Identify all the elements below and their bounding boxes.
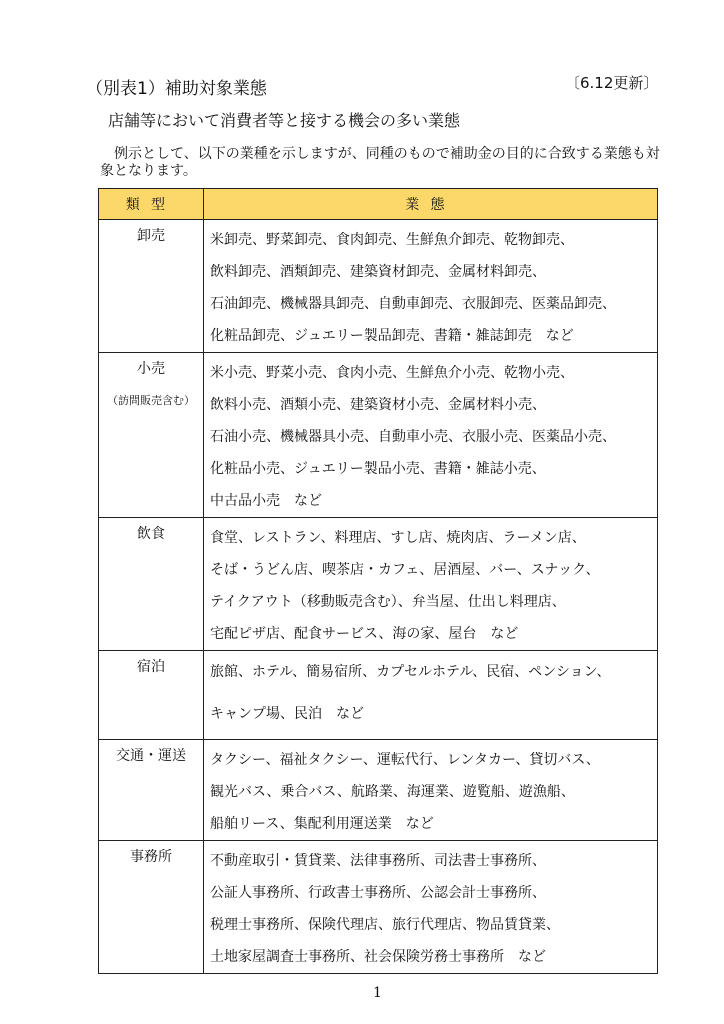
business-line: 船舶リース、集配利用運送業 など: [210, 816, 434, 832]
business-line: 石油小売、機械器具小売、自動車小売、衣服小売、医薬品小売、: [210, 429, 616, 445]
table-row: [99, 740, 658, 841]
type-cell: [99, 841, 204, 974]
type-cell: [99, 353, 204, 518]
business-line: 飲料卸売、酒類卸売、建築資材卸売、金属材料卸売、: [210, 264, 546, 280]
business-line: キャンプ場、民泊 など: [210, 706, 364, 722]
business-line: 公証人事務所、行政書士事務所、公認会計士事務所、: [210, 885, 546, 901]
business-line: 飲料小売、酒類小売、建築資材小売、金属材料小売、: [210, 397, 546, 413]
business-cell: [204, 740, 658, 841]
business-cell: [204, 220, 658, 353]
intro-paragraph: 例示として、以下の業種を示しますが、同種のもので補助金の目的に合致する業態も対象となります。: [100, 146, 660, 179]
table-row: [99, 651, 658, 740]
page-number: 1: [373, 985, 382, 1001]
business-line: テイクアウト（移動販売含む）、弁当屋、仕出し料理店、: [210, 594, 566, 610]
business-line: 旅館、ホテル、簡易宿所、カプセルホテル、民宿、ペンション、: [210, 664, 611, 680]
business-line: 米小売、野菜小売、食肉小売、生鮮魚介小売、乾物小売、: [210, 365, 574, 381]
header-business: 業態: [204, 189, 658, 220]
business-line: 化粧品卸売、ジュエリー製品卸売、書籍・雑誌卸売 など: [210, 328, 574, 344]
header-type: 類型: [99, 189, 204, 220]
business-cell: [204, 353, 658, 518]
type-cell: [99, 220, 204, 353]
type-cell: [99, 740, 204, 841]
business-line: 米卸売、野菜卸売、食肉卸売、生鮮魚介卸売、乾物卸売、: [210, 232, 574, 248]
type-label: 交通・運送: [116, 748, 186, 764]
business-line: 食堂、レストラン、料理店、すし店、焼肉店、ラーメン店、: [210, 530, 586, 546]
table-row: [99, 518, 658, 651]
type-label: 卸売: [137, 228, 165, 244]
business-line: 中古品小売 など: [210, 493, 322, 509]
table-row: [99, 220, 658, 353]
table-row: [99, 353, 658, 518]
page-title: （別表1）補助対象業態: [86, 79, 267, 99]
subtitle: 店舗等において消費者等と接する機会の多い業態: [108, 111, 461, 130]
type-label: 宿泊: [137, 659, 165, 675]
business-line: 石油卸売、機械器具卸売、自動車卸売、衣服卸売、医薬品卸売、: [210, 296, 616, 312]
type-note: （訪問販売含む）: [107, 394, 195, 407]
business-type-table: [98, 188, 658, 974]
type-cell: [99, 518, 204, 651]
business-cell: [204, 651, 658, 740]
business-line: 化粧品小売、ジュエリー製品小売、書籍・雑誌小売、: [210, 461, 546, 477]
business-line: 税理士事務所、保険代理店、旅行代理店、物品賃貸業、: [210, 917, 560, 933]
type-cell: [99, 651, 204, 740]
type-label: 飲食: [137, 526, 165, 542]
business-line: タクシー、福祉タクシー、運転代行、レンタカー、貸切バス、: [210, 752, 600, 768]
type-label: 事務所: [130, 849, 172, 865]
business-line: 観光バス、乗合バス、航路業、海運業、遊覧船、遊漁船、: [210, 784, 575, 800]
table-row: [99, 841, 658, 974]
type-label: 小売: [137, 361, 165, 377]
business-line: 土地家屋調査士事務所、社会保険労務士事務所 など: [210, 949, 546, 965]
business-cell: [204, 841, 658, 974]
update-note: 〔6.12更新〕: [565, 74, 659, 92]
business-cell: [204, 518, 658, 651]
business-line: そば・うどん店、喫茶店・カフェ、居酒屋、バー、スナック、: [210, 562, 600, 578]
business-line: 宅配ピザ店、配食サービス、海の家、屋台 など: [210, 626, 519, 642]
business-line: 不動産取引・賃貸業、法律事務所、司法書士事務所、: [210, 853, 546, 869]
